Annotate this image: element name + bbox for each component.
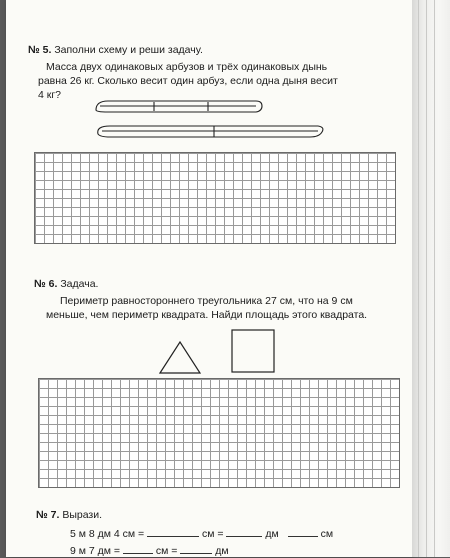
task5-number: № 5. — [28, 44, 52, 56]
watermelon-segment — [96, 101, 262, 112]
row1-expression: 5 м 8 дм 4 см = — [70, 528, 145, 540]
task7-title: Вырази. — [62, 509, 103, 521]
task6-header — [34, 278, 98, 291]
task6-number: № 6. — [34, 278, 58, 290]
melon-segment — [98, 126, 323, 137]
row2-unit-dm: дм — [215, 545, 229, 557]
task6-text-line1: Периметр равностороннего треугольника 27 см, что на 9 см — [60, 295, 353, 307]
row1-unit-dm: дм — [265, 528, 279, 540]
row1-blank-cm[interactable] — [147, 526, 199, 537]
row2-expression: 9 м 7 дм = — [70, 545, 121, 557]
book-page-edges — [412, 0, 450, 557]
figures — [156, 326, 286, 378]
task5-header — [28, 44, 203, 57]
task7-row1 — [70, 526, 333, 541]
scheme-diagram — [88, 96, 328, 144]
task7-number: № 7. — [36, 509, 60, 521]
workbook-page — [6, 0, 412, 557]
task5-text-line2: равна 26 кг. Сколько весит один арбуз, если одна дыня весит — [38, 75, 338, 87]
task5-text-line1: Масса двух одинаковых арбузов и трёх одинаковых дынь — [46, 61, 328, 73]
task7-header — [36, 509, 102, 522]
row1-unit-cm: см = — [202, 528, 224, 540]
row1-blank-cm2[interactable] — [288, 526, 318, 537]
task5-text-line3: 4 кг? — [38, 89, 62, 101]
answer-grid-task6[interactable] — [38, 378, 400, 488]
task6-title: Задача. — [60, 278, 99, 290]
row2-blank-dm[interactable] — [180, 543, 212, 554]
task7-row2 — [70, 543, 229, 558]
row2-blank-cm[interactable] — [123, 543, 153, 554]
row1-unit-cm2: см — [320, 528, 334, 540]
row2-unit-cm: см = — [155, 545, 178, 557]
square-shape — [232, 330, 274, 372]
answer-grid-task5[interactable] — [34, 152, 396, 244]
task5-title: Заполни схему и реши задачу. — [54, 44, 203, 56]
task6-text-line2: меньше, чем периметр квадрата. Найди площадь этого квадрата. — [46, 309, 368, 321]
triangle-shape — [160, 342, 200, 373]
row1-blank-dm[interactable] — [226, 526, 262, 537]
